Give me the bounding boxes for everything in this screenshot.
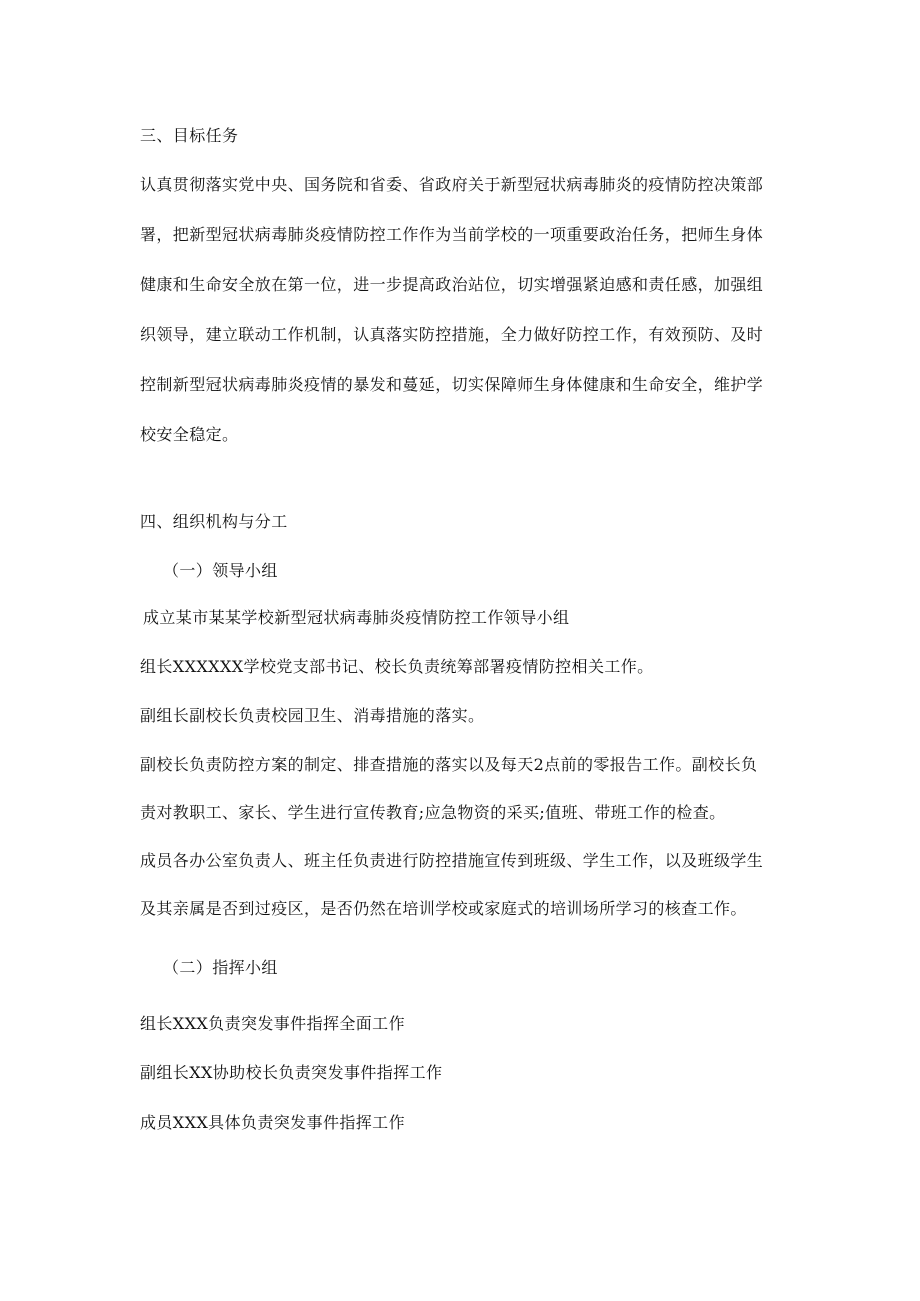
section-3-paragraph-line: 织领导，建立联动工作机制，认真落实防控措施，全力做好防控工作，有效预防、及时 [140,325,764,344]
section-3-heading: 三、目标任务 [140,126,239,145]
group-1-line: 副组长副校长负责校园卫生、消毒措施的落实。 [140,706,485,725]
group-1-line: 责对教职工、家长、学生进行宣传教育;应急物资的采买;值班、带班工作的检查。 [140,803,726,822]
group-1-line: 副校长负责防控方案的制定、排查措施的落实以及每天2点前的零报告工作。副校长负 [140,755,758,774]
group-2-line: 副组长XX协助校长负责突发事件指挥工作 [140,1063,443,1082]
group-1-intro: 成立某市某某学校新型冠状病毒肺炎疫情防控工作领导小组 [143,608,570,627]
group-2-heading: （二）指挥小组 [163,958,278,977]
group-1-line: 成员各办公室负责人、班主任负责进行防控措施宣传到班级、学生工作，以及班级学生 [140,851,764,870]
group-1-line: 及其亲属是否到过疫区，是否仍然在培训学校或家庭式的培训场所学习的核查工作。 [140,899,747,918]
section-3-paragraph-line: 健康和生命安全放在第一位，进一步提高政治站位，切实增强紧迫感和责任感，加强组 [140,275,764,294]
group-1-heading: （一）领导小组 [163,561,278,580]
group-1-line: 组长XXXXXX学校党支部书记、校长负责统筹部署疫情防控相关工作。 [140,657,654,676]
section-3-paragraph-line: 署，把新型冠状病毒肺炎疫情防控工作作为当前学校的一项重要政治任务，把师生身体 [140,225,764,244]
group-2-line: 成员XXX具体负责突发事件指挥工作 [140,1113,405,1132]
section-3-paragraph-line: 控制新型冠状病毒肺炎疫情的暴发和蔓延，切实保障师生身体健康和生命安全，维护学 [140,375,764,394]
section-4-heading: 四、组织机构与分工 [140,512,288,531]
section-3-paragraph-line: 认真贯彻落实党中央、国务院和省委、省政府关于新型冠状病毒肺炎的疫情防控决策部 [140,175,764,194]
group-2-line: 组长XXX负责突发事件指挥全面工作 [140,1014,405,1033]
section-3-paragraph-line: 校安全稳定。 [140,425,239,444]
